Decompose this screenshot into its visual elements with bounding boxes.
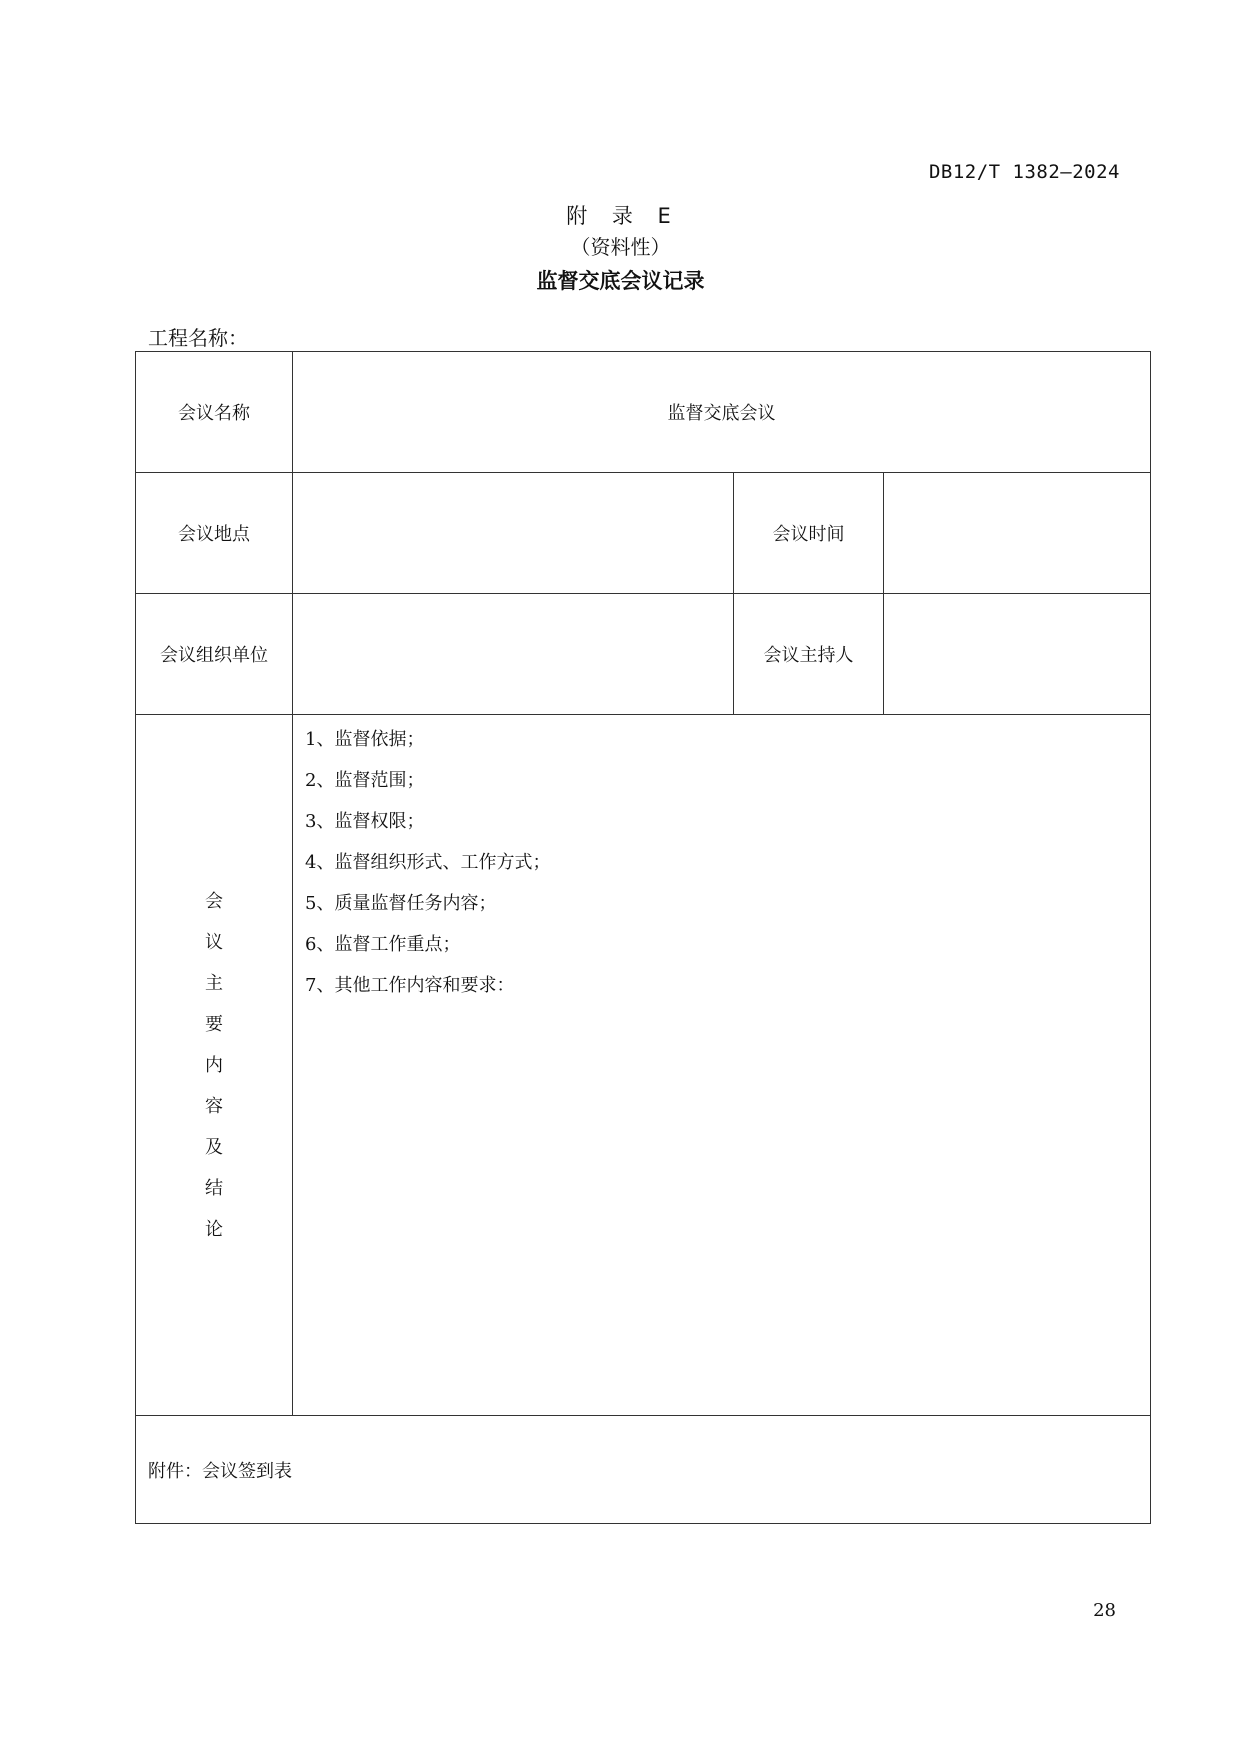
page-number: 28 — [1093, 1600, 1116, 1621]
content-label — [136, 715, 293, 1416]
content-row — [136, 715, 1151, 1416]
location-value[interactable] — [293, 473, 734, 594]
content-item: 6、监督工作重点； — [305, 934, 461, 955]
location-label: 会议地点 — [136, 473, 293, 594]
location-time-row — [136, 473, 1151, 594]
content-item: 3、监督权限； — [305, 811, 425, 832]
host-value[interactable] — [884, 594, 1151, 715]
organizer-value[interactable] — [293, 594, 734, 715]
content-item: 5、质量监督任务内容； — [305, 893, 497, 914]
host-label: 会议主持人 — [734, 594, 884, 715]
content-label-char: 内 — [205, 1054, 223, 1076]
meeting-name-label: 会议名称 — [136, 352, 293, 473]
content-item: 7、其他工作内容和要求： — [305, 975, 515, 996]
organizer-host-row — [136, 594, 1151, 715]
standard-code: DB12/T 1382—2024 — [928, 161, 1120, 183]
content-item: 2、监督范围； — [305, 770, 425, 791]
content-label-char: 及 — [205, 1136, 223, 1158]
project-name-label: 工程名称： — [148, 326, 248, 350]
content-label-char: 会 — [205, 890, 223, 912]
time-label: 会议时间 — [734, 473, 884, 594]
content-label-char: 结 — [205, 1177, 223, 1199]
content-items-list — [293, 715, 1150, 1012]
meeting-name-value[interactable]: 监督交底会议 — [293, 352, 1151, 473]
content-label-char: 主 — [205, 972, 223, 994]
appendix-heading: 附 录 E — [566, 204, 675, 228]
organizer-label: 会议组织单位 — [136, 594, 293, 715]
content-item: 4、监督组织形式、工作方式； — [305, 852, 551, 873]
content-label-char: 论 — [205, 1218, 223, 1240]
appendix-nature: （资料性） — [570, 235, 671, 259]
attachment-text: 附件：会议签到表 — [136, 1416, 1151, 1524]
content-label-char: 议 — [205, 931, 223, 953]
content-label-char: 容 — [205, 1095, 223, 1117]
time-value[interactable] — [884, 473, 1151, 594]
meeting-name-row — [136, 352, 1151, 473]
attachment-row — [136, 1416, 1151, 1524]
content-value[interactable] — [293, 715, 1151, 1416]
content-label-char: 要 — [205, 1013, 223, 1035]
content-item: 1、监督依据； — [305, 729, 425, 750]
form-title: 监督交底会议记录 — [536, 269, 705, 293]
meeting-record-table — [135, 351, 1151, 1524]
